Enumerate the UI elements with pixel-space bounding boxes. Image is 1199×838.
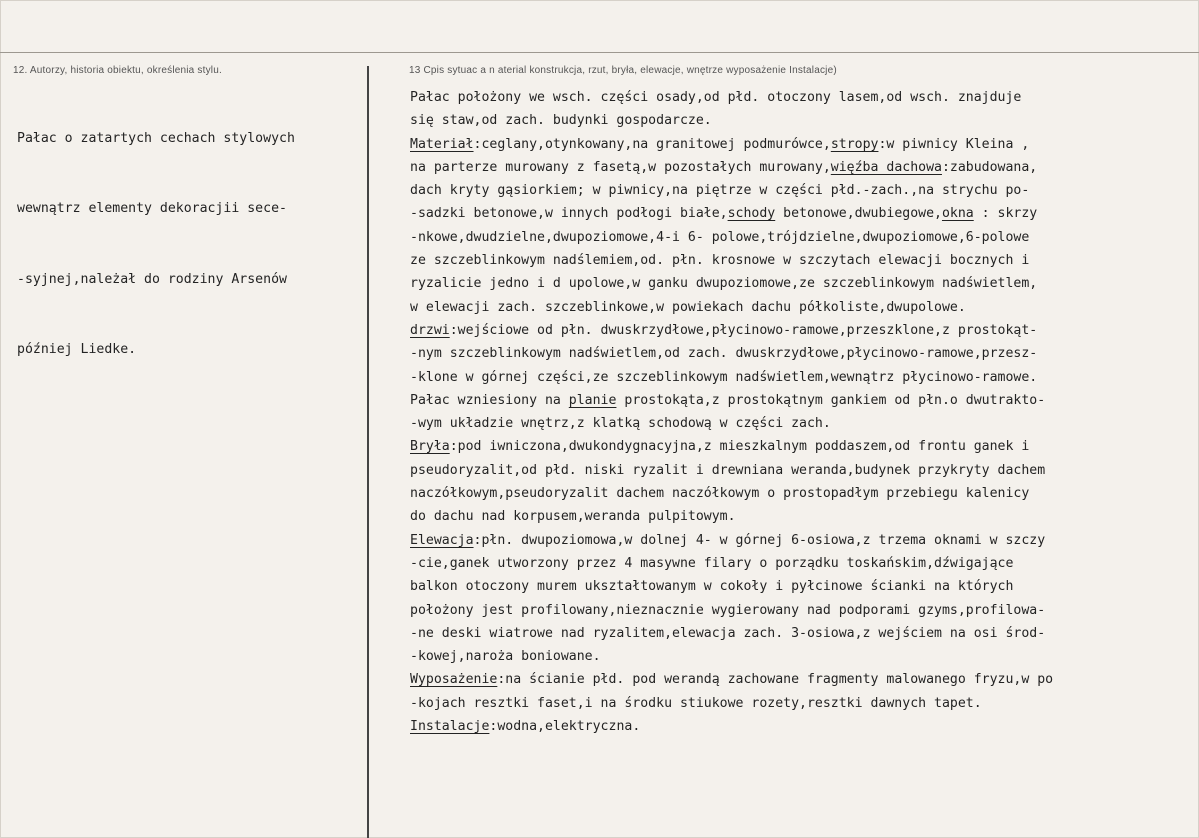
text-segment: -cie,ganek utworzony przez 4 masywne filary o porządku toskańskim,dźwigające: [410, 555, 1014, 571]
text-segment: balkon otoczony murem ukształtowanym w cokoły i pyłcinowe ścianki na których: [410, 579, 1014, 595]
text-segment: :płn. dwupoziomowa,w dolnej 4- w górnej 6-osiowa,z trzema oknami w szczy: [473, 532, 1046, 548]
description-line: [410, 529, 1199, 552]
description-text: [410, 86, 1199, 738]
underlined-term: Wyposażenie: [410, 672, 498, 688]
history-line: -syjnej,należał do rodziny Arsenów: [17, 271, 287, 287]
history-line: wewnątrz elementy dekoracjii sece-: [17, 201, 287, 217]
text-segment: Pałac położony we wsch. części osady,od płd. otoczony lasem,od wsch. znajduje: [410, 90, 1022, 105]
underlined-term: drzwi: [410, 322, 450, 338]
description-line: [410, 272, 1199, 295]
underlined-term: okna: [941, 206, 974, 222]
description-line: [410, 575, 1199, 598]
text-segment: ze szczeblinkowym nadślemiem,od. płn. krosnowe w szczytach elewacji bocznych i: [410, 253, 1030, 269]
text-segment: położony jest profilowany,nieznacznie wygierowany nad podporami gzyms,profilowa-: [410, 602, 1046, 618]
text-segment: -nkowe,dwudzielne,dwupoziomowe,4-i 6- polowe,trójdzielne,dwupoziomowe,6-polowe: [410, 229, 1030, 245]
text-segment: :zabudowana,: [941, 159, 1038, 175]
text-segment: :wejściowe od płn. dwuskrzydłowe,płycinowo-ramowe,przeszklone,z prostokąt-: [449, 322, 1038, 338]
column-divider: [367, 66, 369, 838]
history-line: Pałac o zatartych cechach stylowych: [17, 131, 295, 146]
text-segment: ryzalicie jedno i d upolowe,w ganku dwupoziomowe,ze szczeblinkowym nadświetlem,: [410, 276, 1038, 292]
text-segment: :w piwnicy Kleina ,: [878, 136, 1030, 152]
description-line: [410, 668, 1199, 691]
text-segment: :pod iwniczona,dwukondygnacyjna,z mieszkalnym poddaszem,od frontu ganek i: [449, 439, 1030, 455]
underlined-term: Elewacja: [410, 532, 474, 548]
description-line: [410, 505, 1199, 528]
description-line: [410, 86, 1199, 109]
text-segment: w elewacji zach. szczeblinkowe,w powiekach dachu półkoliste,dwupolowe.: [410, 299, 966, 315]
top-rule: [0, 52, 1199, 53]
text-segment: -sadzki betonowe,w innych podłogi białe,: [410, 206, 728, 222]
description-line: [410, 412, 1199, 435]
underlined-term: Materiał: [410, 136, 474, 152]
history-line: później Liedke.: [17, 341, 137, 357]
description-line: [410, 226, 1199, 249]
description-line: [410, 249, 1199, 272]
text-segment: pseudoryzalit,od płd. niski ryzalit i drewniana weranda,budynek przykryty dachem: [410, 462, 1046, 478]
description-line: [410, 109, 1199, 132]
text-segment: -nym szczeblinkowym nadświetlem,od zach. dwuskrzydłowe,płycinowo-ramowe,przesz-: [410, 346, 1038, 362]
underlined-term: więźba dachowa: [830, 159, 942, 175]
section-12-heading: 12. Autorzy, historia obiektu, określenia stylu.: [13, 65, 222, 76]
text-segment: naczółkowym,pseudoryzalit dachem naczółkowym o prostopadłym przebiegu kalenicy: [410, 486, 1030, 502]
description-line: [410, 599, 1199, 622]
text-segment: -klone w górnej części,ze szczeblinkowym nadświetlem,wewnątrz płycinowo-ramowe.: [410, 369, 1038, 385]
description-line: [410, 692, 1199, 715]
description-line: [410, 133, 1199, 156]
description-line: [410, 552, 1199, 575]
description-line: [410, 296, 1199, 319]
description-line: [410, 435, 1199, 458]
description-line: [410, 482, 1199, 505]
underlined-term: schody: [727, 206, 776, 222]
description-line: [410, 366, 1199, 389]
text-segment: Pałac wzniesiony na: [410, 392, 569, 408]
underlined-term: planie: [568, 392, 617, 408]
description-line: [410, 156, 1199, 179]
description-line: [410, 179, 1199, 202]
text-segment: :na ścianie płd. pod werandą zachowane fragmenty malowanego fryzu,w po: [497, 672, 1054, 688]
text-segment: prostokąta,z prostokątnym gankiem od płn.o dwutrakto-: [616, 392, 1046, 408]
text-segment: się staw,od zach. budynki gospodarcze.: [410, 113, 712, 129]
text-segment: dach kryty gąsiorkiem; w piwnicy,na piętrze w części płd.-zach.,na strychu po-: [410, 183, 1030, 199]
description-line: [410, 342, 1199, 365]
text-segment: na parterze murowany z fasetą,w pozostałych murowany,: [410, 159, 831, 175]
underlined-term: stropy: [830, 136, 879, 152]
description-line: [410, 202, 1199, 225]
text-segment: -kowej,naroża boniowane.: [410, 649, 601, 665]
description-line: [410, 459, 1199, 482]
text-segment: do dachu nad korpusem,weranda pulpitowym.: [410, 509, 736, 525]
underlined-term: Bryła: [410, 439, 450, 455]
text-segment: :wodna,elektryczna.: [489, 719, 641, 735]
description-line: [410, 319, 1199, 342]
description-line: [410, 715, 1199, 738]
text-segment: betonowe,dwubiegowe,: [775, 206, 942, 222]
underlined-term: Instalacje: [410, 719, 490, 735]
description-line: [410, 622, 1199, 645]
description-line: [410, 389, 1199, 412]
history-text: [17, 80, 295, 408]
text-segment: -wym układzie wnętrz,z klatką schodową w części zach.: [410, 416, 831, 432]
description-line: [410, 645, 1199, 668]
text-segment: -ne deski wiatrowe nad ryzalitem,elewacja zach. 3-osiowa,z wejściem na osi środ-: [410, 625, 1046, 641]
section-13-heading: 13 Cpis sytuac a n aterial konstrukcja, rzut, bryła, elewacje, wnętrze wyposażenie Instalacje): [409, 65, 837, 76]
text-segment: :ceglany,otynkowany,na granitowej podmurówce,: [473, 136, 831, 152]
text-segment: -kojach resztki faset,i na środku stiukowe rozety,resztki dawnych tapet.: [410, 695, 982, 711]
text-segment: : skrzy: [973, 206, 1038, 222]
